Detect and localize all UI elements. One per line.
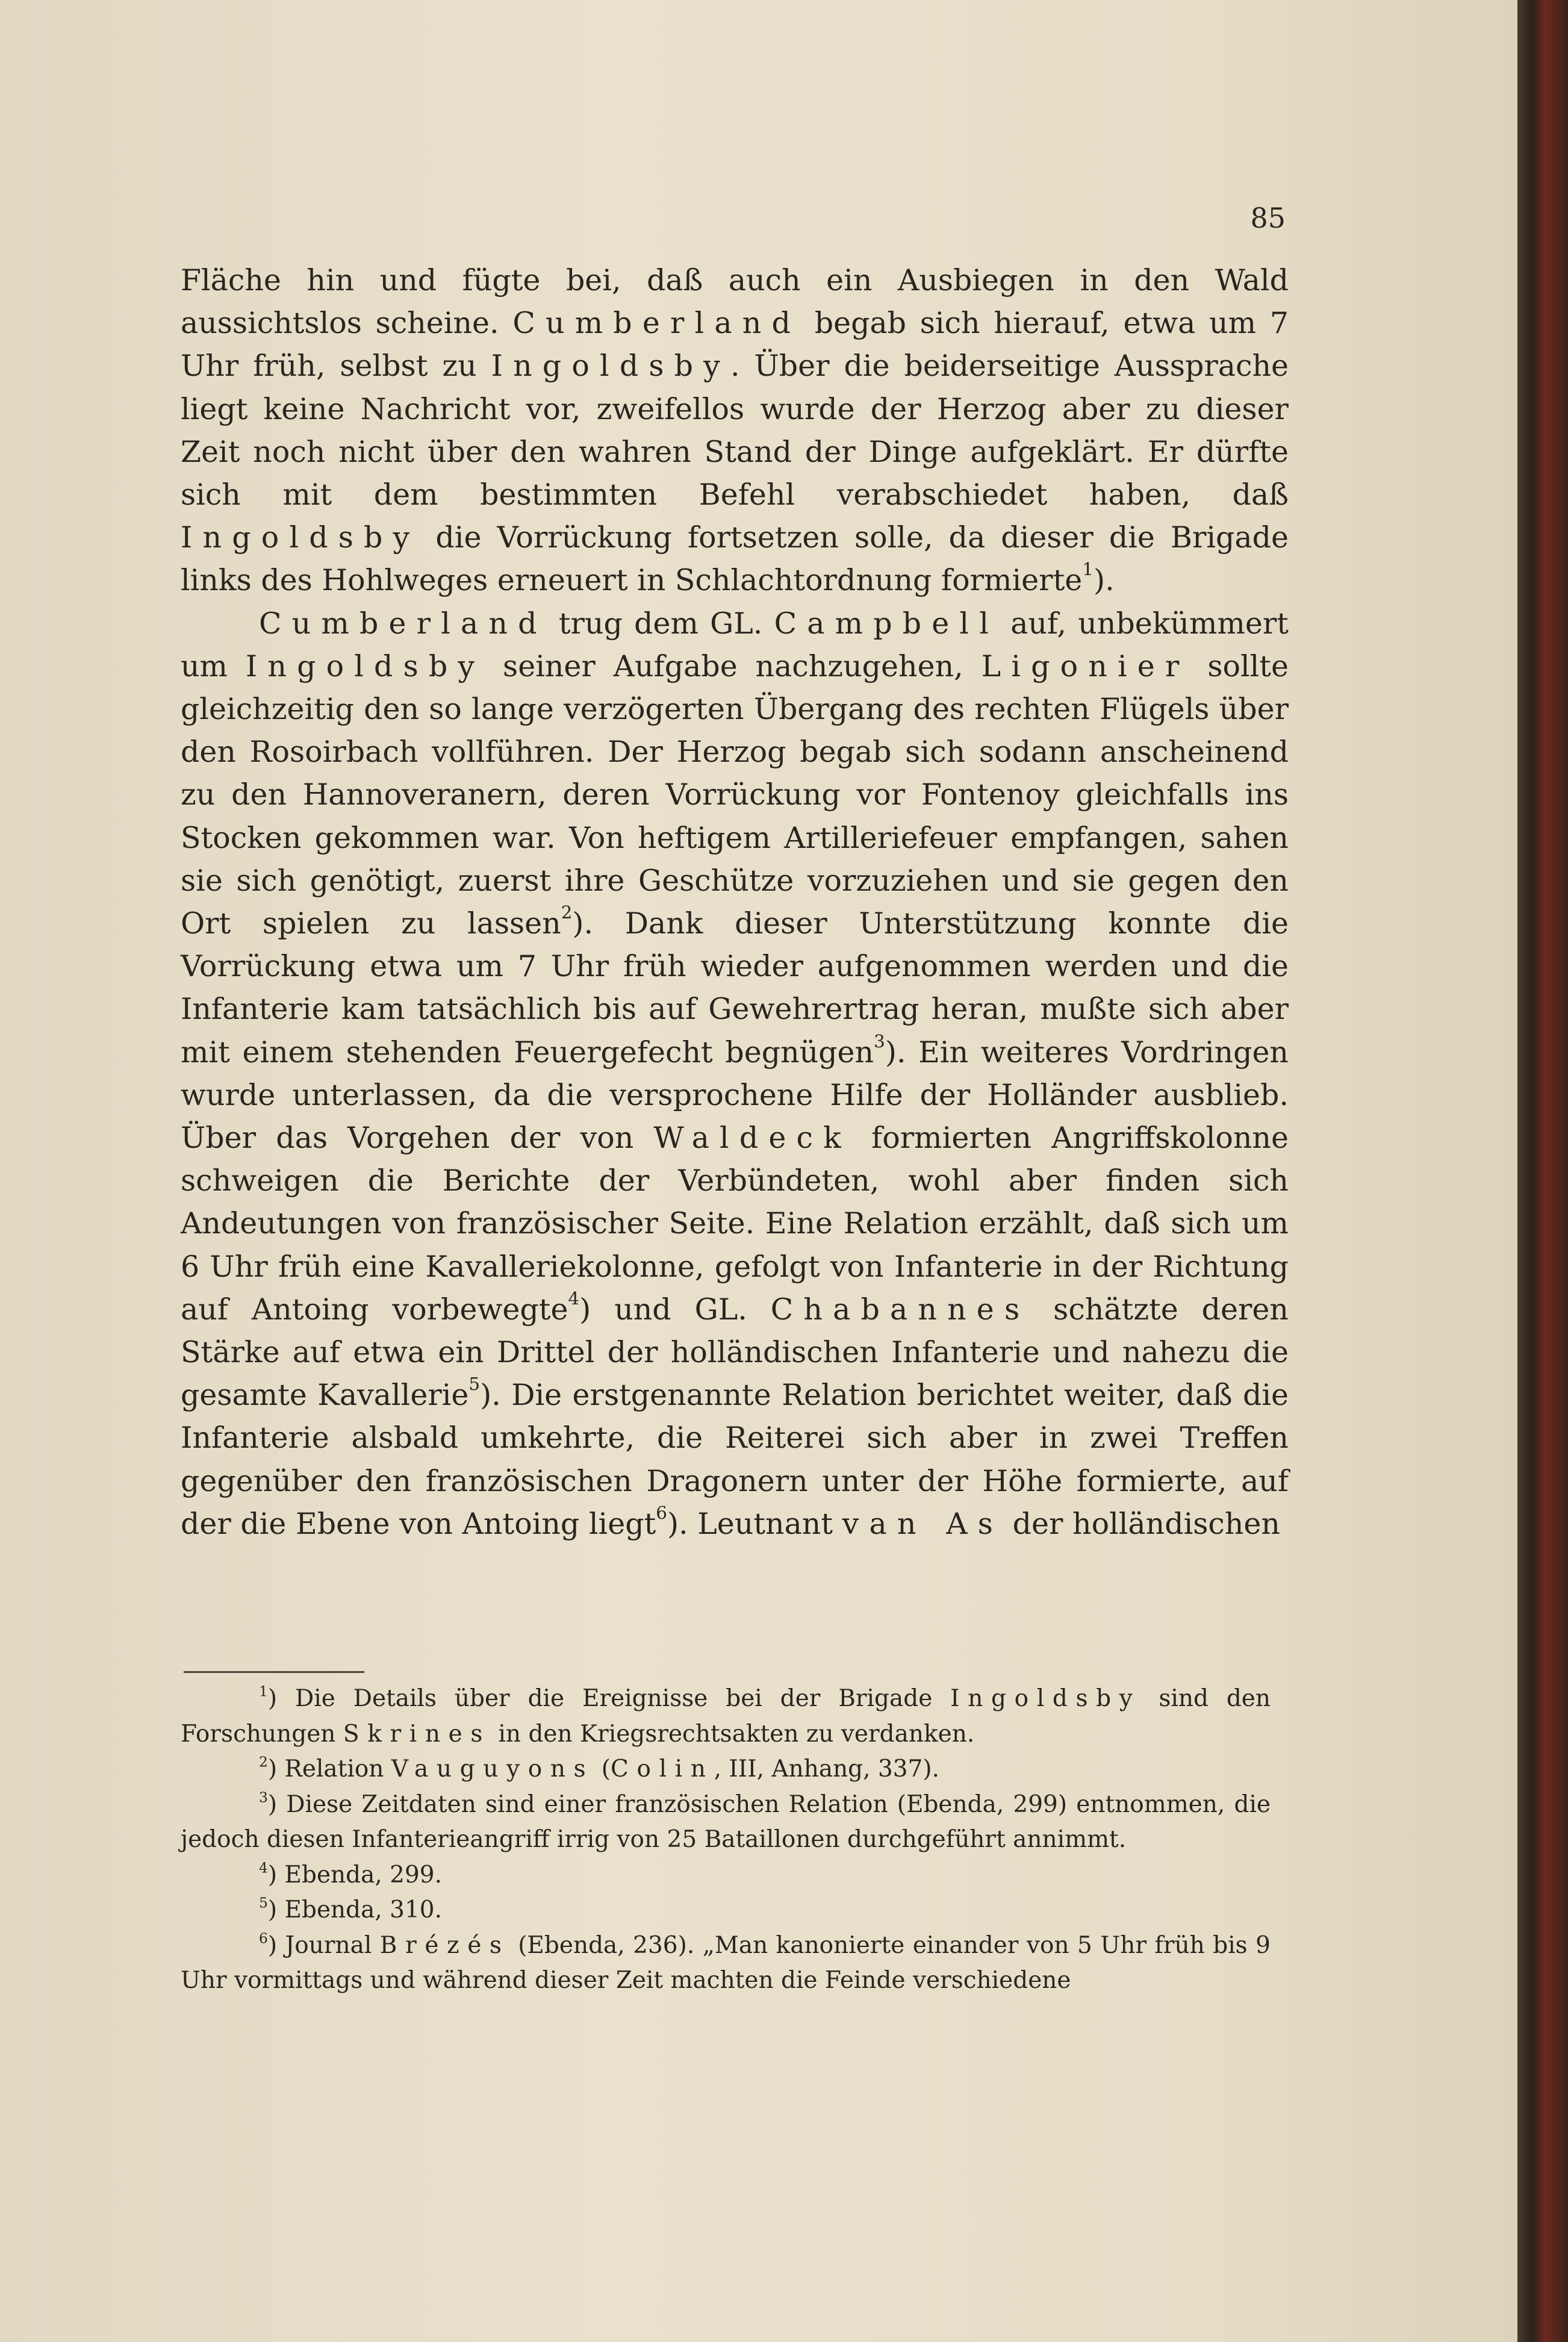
text-run: ). Dank dieser Unterstützung konnte die Vorrückung etwa um 7 Uhr früh wieder aufgenommen werden und die Infanterie kam tatsächlich bis auf Gewehrertrag heran, mußte sich aber mit einem stehenden Feuergefecht begnügen (181, 906, 1289, 1070)
footnotes (181, 1681, 1271, 1999)
spaced-name: Ingoldsby (245, 649, 485, 684)
footnote-4 (181, 1858, 1271, 1893)
text-run: ) Diese Zeitdaten sind einer französischen Relation (Ebenda, 299) entnommen, die jedoch diesen Infanterieangriff irrig von 25 Bataillonen durchgeführt annimmt. (181, 1790, 1271, 1853)
paragraph-1 (181, 259, 1289, 602)
main-text (181, 259, 1289, 1545)
text-run: schätzte deren Stärke auf etwa ein Drittel der holländischen Infanterie und nahezu die gesamte Kavallerie (181, 1292, 1289, 1413)
footnote-mark: 5 (259, 1894, 268, 1911)
footnote-ref: 1 (1082, 559, 1094, 580)
spaced-name: Ingoldsby (950, 1685, 1141, 1712)
footnote-mark: 3 (259, 1789, 268, 1806)
spaced-name: Ligonier (981, 649, 1190, 684)
footnote-3 (181, 1787, 1271, 1858)
footnote-6 (181, 1928, 1271, 1999)
spaced-name: Skrines (343, 1720, 491, 1748)
footnote-ref: 3 (874, 1030, 885, 1051)
footnote-ref: 6 (656, 1502, 667, 1523)
footnote-mark: 1 (259, 1683, 268, 1700)
spaced-name: Vauguyons (391, 1755, 594, 1783)
text-run: die Vorrückung fortsetzen solle, da dieser die Brigade links des Hohlweges erneuert in Schlachtordnung formierte (181, 520, 1289, 598)
spaced-name: Chabannes (770, 1292, 1030, 1327)
text-run: (Ebenda, 236). „Man kanonierte einander von 5 Uhr früh bis 9 Uhr vormittags und während dieser Zeit machten die Feinde verschiedene (181, 1931, 1271, 1994)
text-run: , III, Anhang, 337). (714, 1755, 939, 1783)
footnote-2 (181, 1752, 1271, 1787)
text-run: der holländischen (1003, 1506, 1280, 1541)
footnote-ref: 4 (568, 1288, 580, 1309)
text-run: Fläche hin und fügte bei, daß auch ein Ausbiegen in den Wald aussichtslos scheine. (181, 263, 1289, 341)
footnote-ref: 2 (561, 902, 573, 923)
text-run: ). Leutnant (667, 1506, 842, 1541)
text-run: sind den Forschungen (181, 1685, 1271, 1748)
text-run: ). (1093, 563, 1115, 598)
text-run: begab sich hierauf, etwa um 7 Uhr früh, selbst zu (181, 306, 1289, 384)
footnote-mark: 2 (259, 1753, 268, 1771)
spaced-name: van As (842, 1506, 1004, 1541)
footnote-5 (181, 1893, 1271, 1928)
text-run: auf, unbekümmert um (181, 606, 1289, 684)
footnote-1 (181, 1681, 1271, 1752)
page-number: 85 (1250, 202, 1286, 234)
text-run: trug dem GL. (547, 606, 774, 641)
text-run: sollte gleichzeitig den so lange verzögerten Übergang des rechten Flügels über den Rosoirbach vollführen. Der Herzog begab sich sodann anscheinend zu den Hannoveranern, deren Vorrückung vor Fontenoy gleichfalls ins Stocken gekommen war. Von heftigem Artilleriefeuer empfangen, sahen sie sich genötigt, zuerst ihre Geschütze vorzuziehen und sie gegen den Ort spielen zu lassen (181, 649, 1289, 941)
text-run: ( (594, 1755, 611, 1783)
footnote-separator (184, 1671, 364, 1673)
spaced-name: Cumberland (259, 606, 547, 641)
text-run: ). Ein weiteres Vordringen wurde unterlassen, da die versprochene Hilfe der Holländer ausblieb. Über das Vorgehen der von (181, 1035, 1289, 1156)
spaced-name: Waldeck (653, 1121, 851, 1156)
spaced-name: Brézés (379, 1931, 510, 1959)
text-run: formierten Angriffskolonne schweigen die Berichte der Verbündeten, wohl aber finden sich Andeutungen von französischer Seite. Eine Relation erzählt, daß sich um 6 Uhr früh eine Kavalleriekolonne, gefolgt von Infanterie in der Richtung auf Antoing vorbewegte (181, 1121, 1289, 1327)
footnote-mark: 4 (259, 1859, 268, 1876)
text-run: ) und GL. (579, 1292, 771, 1327)
text-run: ) Ebenda, 299. (267, 1861, 442, 1889)
text-run: ) Journal (267, 1931, 380, 1959)
text-run: . Über die beiderseitige Aussprache liegt keine Nachricht vor, zweifellos wurde der Herzog aber zu dieser Zeit noch nicht über den wahren Stand der Dinge aufgeklärt. Er dürfte sich mit dem bestimmten Befehl verabschiedet haben, daß (181, 349, 1289, 512)
text-run: ) Ebenda, 310. (267, 1896, 442, 1923)
spaced-name: Ingoldsby (181, 520, 420, 555)
text-run: ) Relation (267, 1755, 391, 1783)
text-run: seiner Aufgabe nachzugehen, (485, 649, 982, 684)
text-run: ). Die erstgenannte Relation berichtet weiter, daß die Infanterie alsbald umkehrte, die Reiterei sich aber in zwei Treffen gegenüber den französischen Dragonern unter der Höhe formierte, auf der die Ebene von Antoing liegt (181, 1378, 1289, 1541)
text-run: in den Kriegsrechtsakten zu verdanken. (491, 1720, 975, 1748)
spaced-name: Cumberland (512, 306, 801, 341)
paragraph-2 (181, 602, 1289, 1545)
spaced-name: Colin (610, 1755, 714, 1783)
book-edge (1517, 0, 1568, 2342)
footnote-ref: 5 (468, 1374, 481, 1395)
spaced-name: Ingoldsby (491, 349, 730, 384)
footnote-mark: 6 (259, 1929, 268, 1947)
spaced-name: Campbell (774, 606, 1000, 641)
text-run: ) Die Details über die Ereignisse bei der Brigade (267, 1685, 951, 1712)
